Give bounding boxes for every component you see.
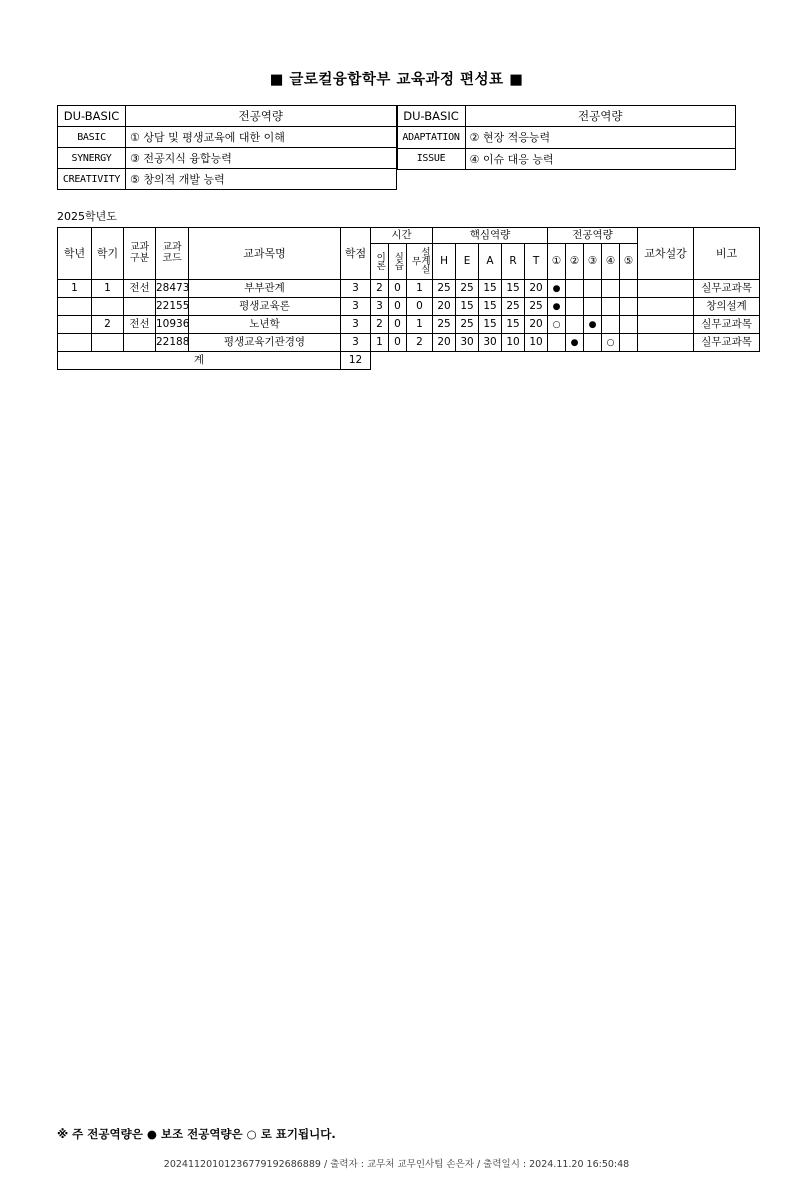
cell-design: 1 — [407, 280, 433, 298]
header-code: 교과 코드 — [156, 228, 189, 280]
cell-code: 10936 — [156, 316, 189, 334]
cell-core-t: 20 — [525, 316, 548, 334]
header-core-h: H — [433, 244, 456, 280]
cell-core-a: 15 — [479, 280, 502, 298]
cell-note: 실무교과목 — [694, 280, 760, 298]
cell-core-r: 25 — [502, 298, 525, 316]
cell-major-4 — [602, 298, 620, 316]
cell-core-e: 15 — [456, 298, 479, 316]
cell-division — [124, 334, 156, 352]
cell-theory: 1 — [371, 334, 389, 352]
header-hours-design: 설계실무 — [407, 244, 433, 280]
table-row — [58, 127, 397, 148]
header-note: 비고 — [694, 228, 760, 280]
cell-theory: 3 — [371, 298, 389, 316]
competency-right-header-key: DU-BASIC — [397, 106, 465, 127]
header-major-3: ③ — [584, 244, 602, 280]
table-row — [58, 106, 397, 127]
cell-semester — [92, 334, 124, 352]
cell-lecture — [638, 280, 694, 298]
cell-practice: 0 — [389, 316, 407, 334]
cell-practice: 0 — [389, 298, 407, 316]
cell-major-4 — [602, 316, 620, 334]
table-row — [58, 169, 397, 190]
cell-grade — [58, 298, 92, 316]
cell-design: 2 — [407, 334, 433, 352]
competency-value-issue: ④ 이슈 대응 능력 — [465, 148, 736, 169]
competency-section — [57, 105, 736, 190]
cell-subject: 부부관계 — [189, 280, 341, 298]
cell-lecture — [638, 334, 694, 352]
header-major-5: ⑤ — [620, 244, 638, 280]
cell-core-e: 25 — [456, 280, 479, 298]
cell-major-5 — [620, 298, 638, 316]
cell-major-4 — [602, 334, 620, 352]
competency-key-creativity: CREATIVITY — [58, 169, 126, 190]
cell-division: 전선 — [124, 280, 156, 298]
header-major-1: ① — [548, 244, 566, 280]
cell-credit: 3 — [341, 316, 371, 334]
cell-theory: 2 — [371, 280, 389, 298]
cell-major-2 — [566, 280, 584, 298]
cell-core-r: 15 — [502, 316, 525, 334]
competency-spacer-value — [465, 169, 736, 190]
header-core-group: 핵심역량 — [433, 228, 548, 244]
header-major-2: ② — [566, 244, 584, 280]
cell-major-3 — [584, 280, 602, 298]
cell-major-4 — [602, 280, 620, 298]
curriculum-table — [57, 227, 760, 370]
cell-note: 창의설계 — [694, 298, 760, 316]
table-row — [397, 127, 736, 148]
header-hours-group: 시간 — [371, 228, 433, 244]
competency-value-basic: ① 상담 및 평생교육에 대한 이해 — [126, 127, 397, 148]
competency-left-header-value: 전공역량 — [126, 106, 397, 127]
cell-lecture — [638, 298, 694, 316]
cell-major-3 — [584, 316, 602, 334]
cell-core-a: 15 — [479, 298, 502, 316]
cell-major-3 — [584, 298, 602, 316]
cell-major-1 — [548, 280, 566, 298]
cell-semester: 2 — [92, 316, 124, 334]
table-row — [58, 148, 397, 169]
cell-core-a: 15 — [479, 316, 502, 334]
cell-lecture — [638, 316, 694, 334]
curriculum-header-row-1 — [58, 228, 760, 244]
competency-value-adaptation: ② 현장 적응능력 — [465, 127, 736, 148]
cell-major-1 — [548, 298, 566, 316]
header-division: 교과 구분 — [124, 228, 156, 280]
cell-core-h: 20 — [433, 298, 456, 316]
cell-core-t: 25 — [525, 298, 548, 316]
cell-major-1 — [548, 334, 566, 352]
cell-grade — [58, 316, 92, 334]
cell-credit: 3 — [341, 280, 371, 298]
cell-core-h: 25 — [433, 280, 456, 298]
table-total-row — [58, 352, 760, 370]
cell-subject: 평생교육기관경영 — [189, 334, 341, 352]
academic-year-label: 2025학년도 — [57, 210, 117, 223]
header-lecture: 교차설강 — [638, 228, 694, 280]
header-core-t: T — [525, 244, 548, 280]
total-label: 계 — [58, 352, 341, 370]
header-hours-practice: 실습 — [389, 244, 407, 280]
page-title: ■ 글로컬융합학부 교육과정 편성표 ■ — [269, 72, 524, 88]
competency-value-synergy: ③ 전공지식 융합능력 — [126, 148, 397, 169]
competency-table-left — [57, 105, 397, 190]
cell-core-r: 15 — [502, 280, 525, 298]
cell-credit: 3 — [341, 298, 371, 316]
cell-semester: 1 — [92, 280, 124, 298]
table-row — [58, 316, 760, 334]
competency-table-right — [397, 105, 737, 190]
cell-major-1 — [548, 316, 566, 334]
table-row — [58, 280, 760, 298]
header-major-group: 전공역량 — [548, 228, 638, 244]
competency-right-header-value: 전공역량 — [465, 106, 736, 127]
cell-credit: 3 — [341, 334, 371, 352]
cell-grade — [58, 334, 92, 352]
cell-major-2 — [566, 316, 584, 334]
cell-practice: 0 — [389, 334, 407, 352]
cell-core-e: 30 — [456, 334, 479, 352]
competency-spacer-key — [397, 169, 465, 190]
cell-core-t: 10 — [525, 334, 548, 352]
header-major-4: ④ — [602, 244, 620, 280]
competency-key-synergy: SYNERGY — [58, 148, 126, 169]
cell-major-2 — [566, 298, 584, 316]
document-page — [0, 68, 793, 1189]
cell-major-3 — [584, 334, 602, 352]
curriculum-body — [58, 280, 760, 370]
cell-major-2 — [566, 334, 584, 352]
cell-core-t: 20 — [525, 280, 548, 298]
cell-note: 실무교과목 — [694, 334, 760, 352]
table-row — [397, 106, 736, 127]
cell-core-e: 25 — [456, 316, 479, 334]
cell-code: 28473 — [156, 280, 189, 298]
cell-code: 22155 — [156, 298, 189, 316]
cell-division: 전선 — [124, 316, 156, 334]
cell-core-h: 25 — [433, 316, 456, 334]
header-grade: 학년 — [58, 228, 92, 280]
total-credit: 12 — [341, 352, 371, 370]
competency-key-adaptation: ADAPTATION — [397, 127, 465, 148]
table-row — [397, 169, 736, 190]
footer-meta: 20241120101236779192686889 / 출력자 : 교무처 교무인사팀 손은자 / 출력일시 : 2024.11.20 16:50:48 — [163, 1159, 630, 1170]
cell-grade: 1 — [58, 280, 92, 298]
cell-division — [124, 298, 156, 316]
header-core-e: E — [456, 244, 479, 280]
cell-major-5 — [620, 316, 638, 334]
footnote: ※ 주 전공역량은 ● 보조 전공역량은 ○ 로 표기됩니다. — [57, 1127, 336, 1141]
competency-value-creativity: ⑤ 창의적 개발 능력 — [126, 169, 397, 190]
cell-core-a: 30 — [479, 334, 502, 352]
cell-core-h: 20 — [433, 334, 456, 352]
header-credit: 학점 — [341, 228, 371, 280]
header-subject: 교과목명 — [189, 228, 341, 280]
cell-practice: 0 — [389, 280, 407, 298]
competency-key-issue: ISSUE — [397, 148, 465, 169]
cell-core-r: 10 — [502, 334, 525, 352]
header-hours-theory: 이론 — [371, 244, 389, 280]
total-empty — [371, 352, 760, 370]
cell-note: 실무교과목 — [694, 316, 760, 334]
table-row — [397, 148, 736, 169]
cell-subject: 노년학 — [189, 316, 341, 334]
cell-code: 22188 — [156, 334, 189, 352]
competency-left-header-key: DU-BASIC — [58, 106, 126, 127]
cell-subject: 평생교육론 — [189, 298, 341, 316]
header-core-a: A — [479, 244, 502, 280]
cell-major-5 — [620, 280, 638, 298]
header-semester: 학기 — [92, 228, 124, 280]
cell-design: 0 — [407, 298, 433, 316]
cell-semester — [92, 298, 124, 316]
competency-key-basic: BASIC — [58, 127, 126, 148]
cell-theory: 2 — [371, 316, 389, 334]
header-core-r: R — [502, 244, 525, 280]
cell-design: 1 — [407, 316, 433, 334]
table-row — [58, 298, 760, 316]
cell-major-5 — [620, 334, 638, 352]
table-row — [58, 334, 760, 352]
